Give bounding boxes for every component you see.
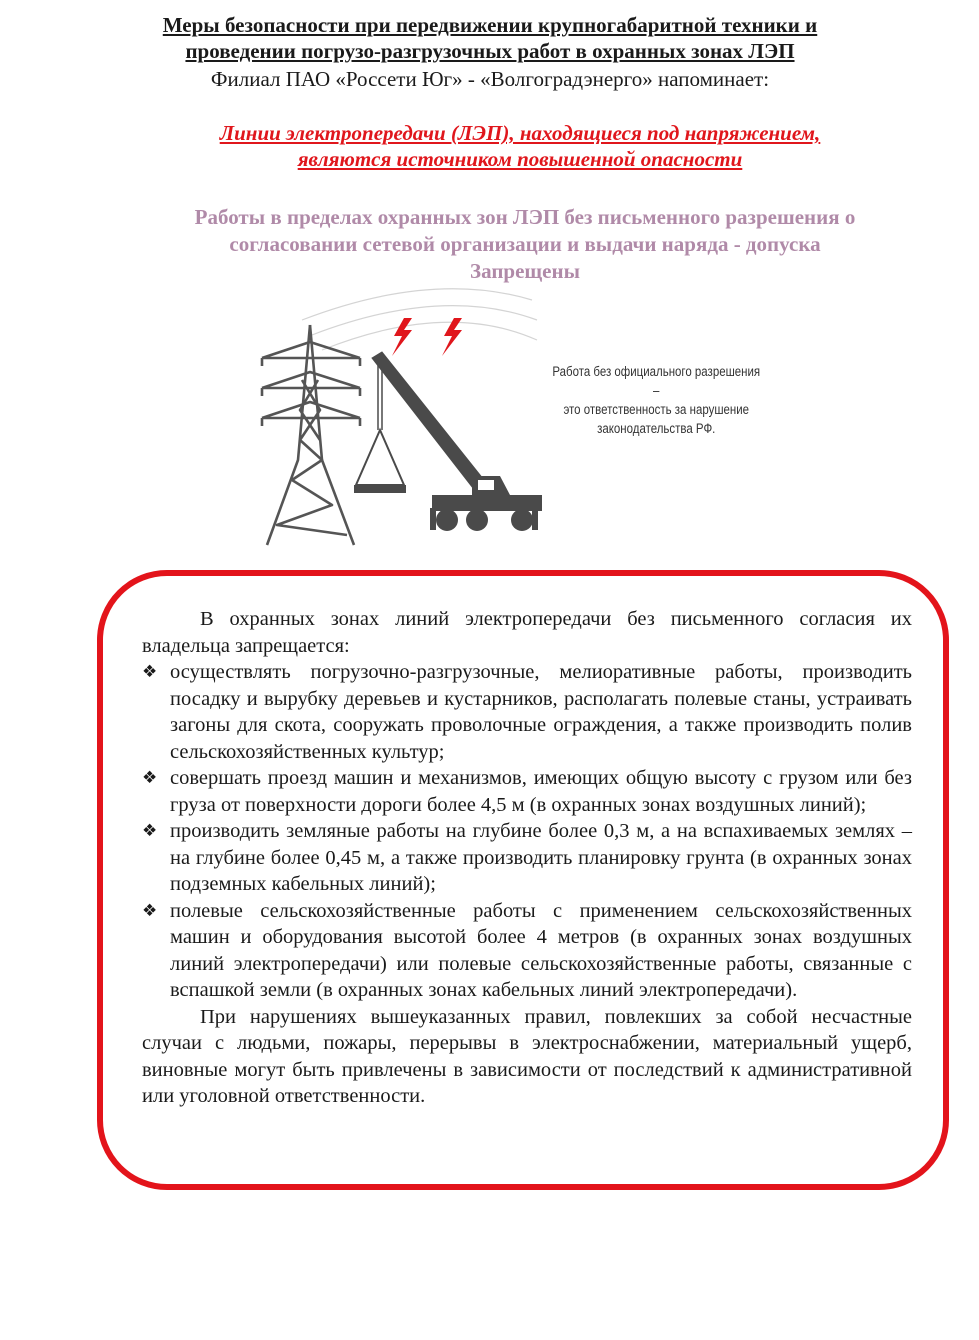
document-title	[140, 12, 840, 64]
document-subtitle: Филиал ПАО «Россети Юг» - «Волгоградэнерго» напоминает:	[210, 67, 770, 91]
illustration-caption	[550, 362, 763, 438]
rule-item	[142, 765, 912, 818]
caption-line-2: это ответственность за нарушение	[563, 402, 750, 417]
rules-intro: В охранных зонах линий электропередачи без письменного согласия их владельца запрещается:	[142, 608, 912, 657]
rule-text: полевые сельскохозяйственные работы с применением сельскохозяйственных машин и оборудования высотой более 4 метров (в охранных зонах воздушных линий электропередачи) или полевые сельскохозяйственные работы, связанные с вспашкой земли (в охранных зонах кабельных линий электропередачи).	[170, 899, 912, 1001]
rule-text: производить земляные работы на глубине более 0,3 м, а на вспахиваемых землях – на глубине более 0,45 м, а также производить планировку грунта (в охранных зонах подземных кабельных линий);	[170, 820, 912, 895]
caption-line-1: Работа без официального разрешения –	[552, 364, 761, 398]
rule-text: осуществлять погрузочно-разгрузочные, мелиоративные работы, производить посадку и вырубку деревьев и кустарников, располагать полевые станы, устраивать загоны для скота, сооружать проволочные ограждения, а также производить полив сельскохозяйственных культур;	[170, 661, 912, 763]
prohibition-line-3: Запрещены	[470, 259, 580, 283]
prohibition-line-2: согласовании сетевой организации и выдачи наряда - допуска	[229, 232, 821, 256]
caption-line-3: законодательства РФ.	[597, 421, 716, 436]
danger-warning	[160, 120, 880, 172]
power-tower-icon	[262, 325, 360, 545]
diamond-bullet-icon: ❖	[142, 768, 158, 788]
diamond-bullet-icon: ❖	[142, 821, 158, 841]
title-line-1: Меры безопасности при передвижении крупногабаритной техники и	[162, 13, 818, 37]
rule-text: совершать проезд машин и механизмов, имеющих общую высоту с грузом или без груза от поверхности дороги более 4,5 м (в охранных зонах воздушных линий);	[170, 767, 912, 816]
warning-line-2: являются источником повышенной опасности	[297, 147, 743, 171]
rules-conclusion: При нарушениях вышеуказанных правил, повлекших за собой несчастные случаи с людьми, пожары, перерывы в электроснабжении, материальный ущерб, виновные могут быть привлечены в зависимости от последствий к административной или уголовной ответственности.	[142, 1005, 912, 1107]
diamond-bullet-icon: ❖	[142, 900, 158, 921]
diamond-bullet-icon: ❖	[142, 662, 158, 682]
illustration	[232, 280, 822, 552]
rules-content	[142, 606, 912, 1110]
prohibition-line-1: Работы в пределах охранных зон ЛЭП без письменного разрешения о	[194, 205, 856, 229]
field-arcs	[302, 289, 537, 350]
rule-item	[142, 818, 912, 898]
rule-item	[142, 898, 912, 1004]
rules-list	[142, 659, 912, 1004]
title-line-2: проведении погрузо-разгрузочных работ в охранных зонах ЛЭП	[185, 39, 795, 63]
prohibition-notice	[150, 204, 900, 285]
warning-line-1: Линии электропередачи (ЛЭП), находящиеся под напряжением,	[219, 121, 821, 145]
rule-item	[142, 659, 912, 765]
crane-truck-icon	[354, 352, 542, 531]
